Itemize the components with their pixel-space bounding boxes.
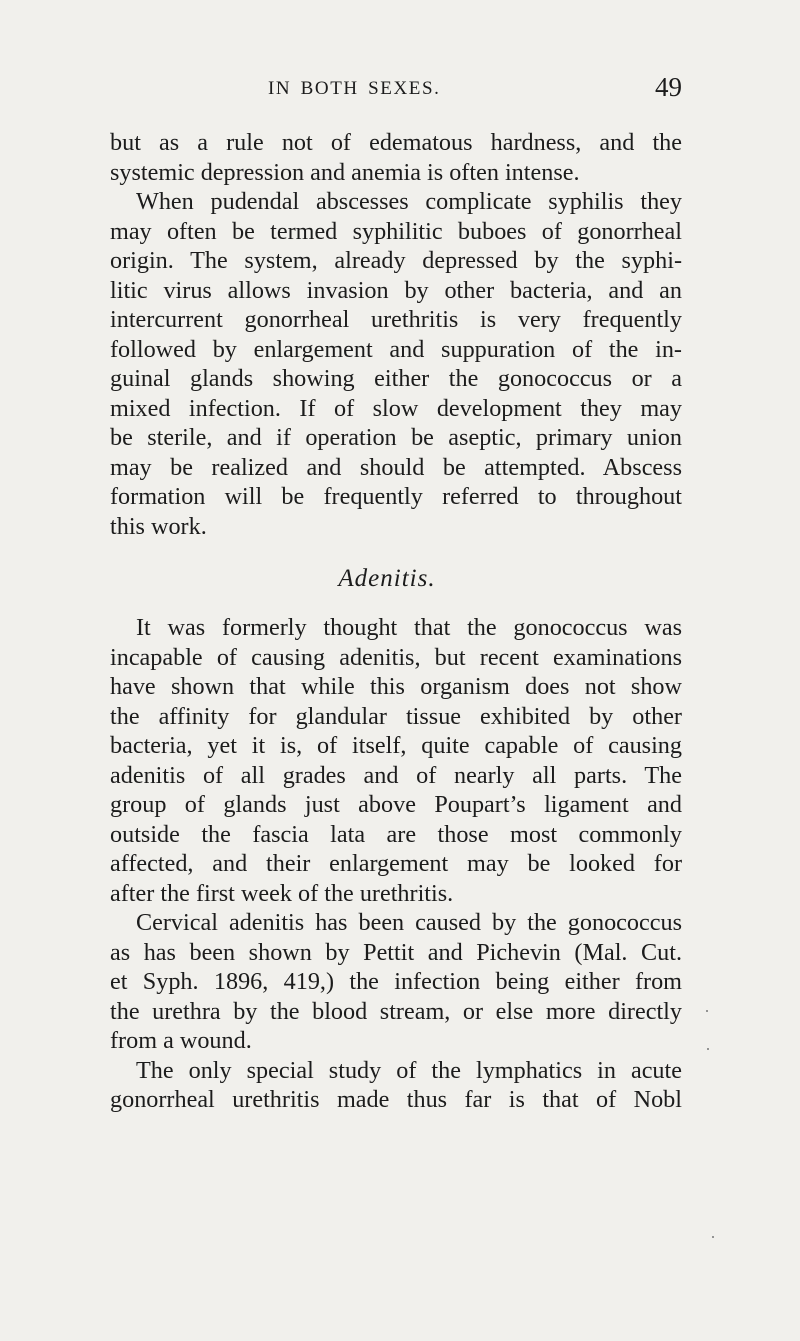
text-line: group of glands just above Poupart’s ligament and [110,791,682,818]
margin-speck [707,1048,709,1050]
text-line: have shown that while this organism does not show [110,673,682,700]
margin-speck [712,1236,714,1238]
text-line: this work. [110,512,207,540]
text-line: the affinity for glandular tissue exhibited by other [110,702,682,730]
text-line: may often be termed syphilitic buboes of gonorrheal [110,217,682,245]
text-line: guinal glands showing either the gonococcus or a [110,365,682,392]
text-line: It was formerly thought that the gonococcus was [136,614,682,641]
text-line: adenitis of all grades and of nearly all parts. The [110,761,682,789]
section-heading [0,565,800,593]
text-line: affected, and their enlargement may be looked for [110,850,682,877]
page-number: 49 [655,72,682,102]
text-line: incapable of causing adenitis, but recent examinations [110,643,682,671]
text-line: systemic depression and anemia is often intense. [110,158,580,186]
text-line: after the first week of the urethritis. [110,879,454,907]
text-line: bacteria, yet it is, of itself, quite capable of causing [110,732,682,759]
running-head [0,72,800,108]
paragraph-continuation [110,128,682,541]
text-line: The only special study of the lymphatics in acute [136,1056,682,1084]
text-line: be sterile, and if operation be aseptic, primary union [110,424,682,451]
text-line: When pudendal abscesses complicate syphilis they [136,188,682,215]
text-line: but as a rule not of edematous hardness, and the [110,129,682,156]
paragraph-adenitis [110,613,682,1115]
margin-speck [706,1010,708,1012]
text-line: from a wound. [110,1027,252,1054]
text-line: Cervical adenitis has been caused by the gonococcus [136,909,682,936]
text-line: the urethra by the blood stream, or else more directly [110,997,682,1025]
section-heading-text: Adenitis. [338,565,436,592]
text-line: outside the fascia lata are those most commonly [110,820,682,848]
text-line: as has been shown by Pettit and Pichevin (Mal. Cut. [110,938,682,966]
running-head-title: IN BOTH SEXES. [268,78,441,99]
text-line: intercurrent gonorrheal urethritis is very frequently [110,306,682,333]
text-line: litic virus allows invasion by other bacteria, and an [110,276,682,304]
text-line: mixed infection. If of slow development they may [110,394,682,422]
text-line: et Syph. 1896, 419,) the infection being either from [110,968,682,995]
text-line: origin. The system, already depressed by the syphi- [110,247,682,274]
text-line: formation will be frequently referred to throughout [110,483,682,510]
text-line: gonorrheal urethritis made thus far is that of Nobl [110,1086,682,1113]
text-line: followed by enlargement and suppuration of the in- [110,335,682,363]
text-line: may be realized and should be attempted. Abscess [110,453,682,481]
